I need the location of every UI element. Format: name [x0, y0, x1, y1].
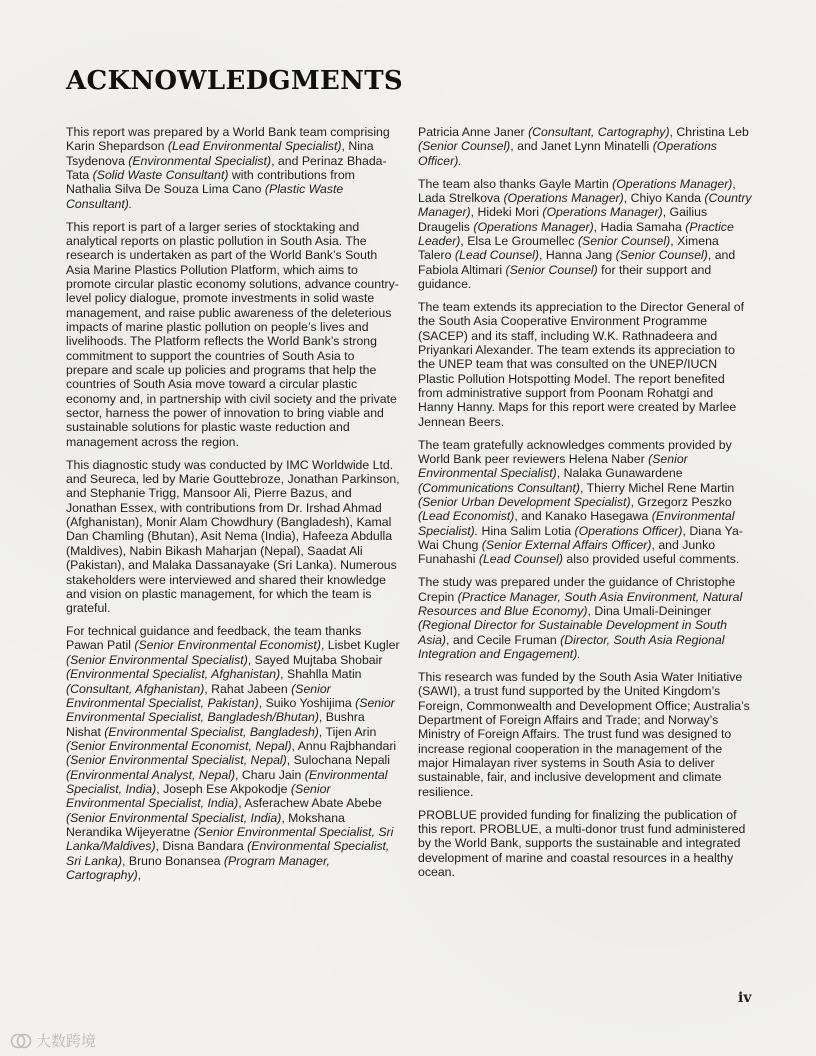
role-text: (Operations Manager) — [503, 190, 624, 205]
paragraph-peer-reviewers — [418, 438, 752, 567]
paragraph-authors — [66, 125, 400, 211]
paragraph-sawi-funding — [418, 670, 752, 799]
body-text: , Charu Jain — [235, 767, 305, 782]
watermark-text: 大数跨境 — [36, 1033, 97, 1050]
role-text: (Senior Urban Development Specialist) — [418, 495, 631, 510]
body-text: , Hadia Samaha — [593, 219, 686, 234]
role-text: (Regional Director for Sustainable Development in South Asia) — [418, 618, 727, 647]
body-text: , Ximena Talero — [418, 234, 719, 263]
body-text: , Sulochana Nepali — [286, 753, 390, 768]
body-text: , Mokshana Nerandika Wijeyeratne — [66, 810, 345, 839]
right-column — [418, 125, 752, 888]
role-text: (Consultant, Cartography) — [528, 125, 670, 139]
body-text: , Hideki Mori — [470, 205, 543, 220]
role-text: (Operations Manager) — [473, 219, 594, 234]
role-text: (Program Manager, Cartography) — [66, 853, 330, 882]
role-text: (Senior Counsel) — [418, 139, 511, 154]
role-text: (Practice Leader) — [418, 219, 734, 248]
role-text: (Operations Manager) — [542, 205, 663, 220]
body-text: PROBLUE provided funding for finalizing the publication of this report. PROBLUE, a multi-donor trust fund administered by the World Bank, supports the sustainable and integrated development of marine and coastal resources in a healthy ocean. — [418, 807, 746, 880]
body-text: The study was prepared under the guidance of Christophe Crepin — [418, 575, 736, 604]
body-text: for their support and guidance. — [418, 262, 712, 292]
body-text: , Rahat Jabeen — [204, 681, 292, 696]
body-text: , Sayed Mujtaba Shobair — [247, 652, 383, 667]
body-text: , Chiyo Kanda — [623, 190, 705, 205]
body-text: , Dina Umali-Deininger — [587, 604, 712, 619]
body-text: , Gailius Draugelis — [418, 205, 708, 234]
page-title: ACKNOWLEDGMENTS — [66, 66, 403, 96]
body-text: , Shahlla Matin — [280, 667, 362, 682]
body-text: The team extends its appreciation to the Director General of the South Asia Cooperative Environment Programme (SACEP) and its staff, including W.K. Rathnadeera and Priyankari Alexander. The team extends its appreciation to the UNEP team that was consulted on the UNEP/IUCN Plastic Pollution Hotspotting Model. The report benefited from administrative support from Poonam Rohatgi and Hanny Hanny. Maps for this report were created by Marlee Jennean Beers. — [418, 299, 745, 429]
role-text: (Environmental Specialist, Bangladesh) — [104, 724, 319, 739]
body-text: with contributions from Nathalia Silva De Souza Lima Cano — [66, 168, 355, 197]
paragraph-sacep-unep — [418, 300, 752, 429]
role-text: (Senior Counsel) — [577, 234, 671, 248]
body-text: This diagnostic study was conducted by IMC Worldwide Ltd. and Seureca, led by Marie Gouttebroze, Jonathan Parkinson, and Stephanie Trigg, Mansoor Ali, Pierre Bazus, and Jonathan Essex, with contributions from Dr. Irshad Ahmad (Afghanistan), Monir Alam Chowdhury (Bangladesh), Kamal Dan Chamling (Bhutan), Asit Nema (India), Hafeeza Abdulla (Maldives), Nabin Bikash Maharjan (Nepal), Saadat Ali (Pakistan), and Malaka Dassanayake (Sri Lanka). Numerous stakeholders were interviewed and shared their knowledge and vision on plastic management, for which the team is grateful. — [66, 457, 400, 616]
body-text: , Thierry Michel Rene Martin — [579, 480, 735, 495]
role-text: (Solid Waste Consultant) — [92, 168, 229, 183]
body-text: This report was prepared by a World Bank team comprising Karin Shepardson — [66, 125, 390, 154]
body-text: Hina Salim Lotia — [478, 523, 575, 538]
role-text: (Senior Environmental Economist) — [134, 638, 321, 653]
role-text: (Environmental Specialist, Afghanistan) — [66, 667, 281, 682]
body-text: , Lisbet Kugler — [320, 638, 400, 653]
paragraph-thanks-managers — [418, 177, 752, 292]
body-text: also provided useful comments. — [562, 552, 740, 567]
body-text: , Tijen Arin — [318, 724, 377, 739]
body-text: , Joseph Ese Akpokodje — [156, 781, 291, 796]
body-text: For technical guidance and feedback, the team thanks Pawan Patil — [66, 624, 362, 653]
body-text: , and Fabiola Altimari — [418, 248, 736, 277]
role-text: (Senior Environmental Specialist, India) — [66, 781, 331, 811]
role-text: (Senior Environmental Specialist, Nepal) — [66, 753, 287, 768]
role-text: (Senior Counsel) — [505, 262, 598, 277]
role-text: (Senior External Affairs Officer) — [481, 538, 652, 553]
body-text: , Grzegorz Peszko — [630, 495, 732, 510]
body-text: This research was funded by the South Asia Water Initiative (SAWI), a trust fund supported by the United Kingdom’s Foreign, Commonwealth and Development Office; Australia’s Department of Foreign Affairs and Trade; and Norway’s Ministry of Foreign Affairs. The trust fund was designed to increase regional cooperation in the management of the major Himalayan river systems in South Asia to deliver sustainable, fair, and inclusive development and climate resilience. — [418, 670, 750, 799]
body-text: , Hanna Jang — [539, 248, 616, 263]
watermark-logo-icon — [10, 1033, 32, 1049]
watermark — [10, 1030, 96, 1051]
body-text: , Nina Tsydenova — [66, 139, 374, 168]
body-text: , and Cecile Fruman — [446, 632, 561, 647]
body-text: , Nalaka Gunawardene — [556, 466, 683, 481]
body-text: , Diana Ya-Wai Chung — [418, 523, 743, 553]
body-text: , Bushra Nishat — [66, 710, 365, 739]
paragraph-technical-guidance — [66, 624, 400, 882]
body-text: , — [137, 867, 142, 882]
role-text: (Lead Economist) — [418, 509, 515, 524]
left-column — [66, 125, 400, 891]
paragraph-guidance-continued — [418, 125, 752, 168]
role-text: (Senior Counsel) — [615, 248, 708, 263]
body-text: Patricia Anne Janer — [418, 125, 529, 139]
role-text: (Senior Environmental Specialist, Bangladesh/Bhutan) — [66, 695, 395, 725]
role-text: (Senior Environmental Specialist, Pakistan) — [66, 681, 331, 710]
paragraph-diagnostic-study — [66, 458, 400, 616]
body-text: , Asferachew Abate Abebe — [238, 796, 382, 811]
role-text: (Senior Environmental Economist, Nepal) — [66, 738, 292, 753]
role-text: (Operations Manager) — [612, 176, 733, 191]
paragraph-series-context — [66, 220, 400, 450]
page-number: iv — [738, 990, 752, 1006]
role-text: (Lead Counsel) — [478, 552, 563, 567]
role-text: (Senior Environmental Specialist) — [418, 452, 688, 481]
role-text: (Senior Environmental Specialist) — [66, 652, 248, 667]
body-text: , Annu Rajbhandari — [291, 738, 397, 753]
role-text: (Environmental Specialist, India) — [66, 767, 388, 796]
body-text: The team also thanks Gayle Martin — [418, 176, 613, 191]
role-text: (Lead Environmental Specialist) — [167, 139, 342, 154]
role-text: (Consultant, Afghanistan) — [66, 681, 205, 696]
body-text: , and Janet Lynn Minatelli — [510, 139, 653, 154]
role-text: (Environmental Analyst, Nepal) — [66, 767, 236, 782]
body-text: , and Junko Funahashi — [418, 538, 716, 567]
role-text: (Environmental Specialist). — [418, 509, 735, 538]
body-text: , and Perinaz Bhada-Tata — [66, 153, 387, 183]
role-text: (Lead Counsel) — [454, 248, 540, 263]
paragraph-problue-funding — [418, 808, 752, 880]
body-text: This report is part of a larger series of stocktaking and analytical reports on plastic pollution in South Asia. The research is undertaken as part of the World Bank’s South Asia Marine Plastics Pollution Platform, which aims to promote circular plastic economy solutions, advance country-level policy dialogue, promote investments in solid waste management, and raise public awareness of the deleterious impacts of marine plastic pollution on people’s lives and livelihoods. The Platform reflects the World Bank’s strong commitment to support the countries of South Asia to prepare and scale up policies and programs that help the countries of South Asia move toward a circular plastic economy and, in partnership with civil society and the private sector, harness the power of innovation to bring viable and sustainable solutions for plastic waste reduction and management across the region. — [66, 219, 399, 449]
role-text: (Communications Consultant) — [418, 480, 580, 495]
role-text: (Plastic Waste Consultant). — [66, 182, 344, 211]
body-text: The team gratefully acknowledges comments provided by World Bank peer reviewers Helena Naber — [418, 437, 732, 466]
role-text: (Director, South Asia Regional Integration and Engagement). — [418, 632, 725, 662]
body-text: , Elsa Le Groumellec — [460, 234, 578, 248]
body-text: , Lada Strelkova — [418, 176, 736, 205]
role-text: (Country Manager) — [418, 190, 752, 220]
role-text: (Environmental Specialist) — [128, 153, 272, 168]
body-text: , and Kanako Hasegawa — [514, 509, 652, 524]
body-text: , Disna Bandara — [155, 839, 248, 854]
role-text: (Environmental Specialist, Sri Lanka) — [66, 839, 390, 868]
role-text: (Senior Environmental Specialist, Sri Lanka/Maldives) — [66, 824, 394, 854]
role-text: (Practice Manager, South Asia Environment, Natural Resources and Blue Economy) — [418, 589, 743, 619]
role-text: (Operations Officer) — [574, 523, 683, 538]
body-text: , Christina Leb — [669, 125, 749, 139]
body-text: , Suiko Yoshijima — [258, 695, 356, 710]
paragraph-guidance-directors — [418, 575, 752, 661]
role-text: (Senior Environmental Specialist, India) — [66, 810, 282, 825]
role-text: (Operations Officer). — [418, 139, 717, 168]
body-text: , Bruno Bonansea — [122, 853, 224, 868]
